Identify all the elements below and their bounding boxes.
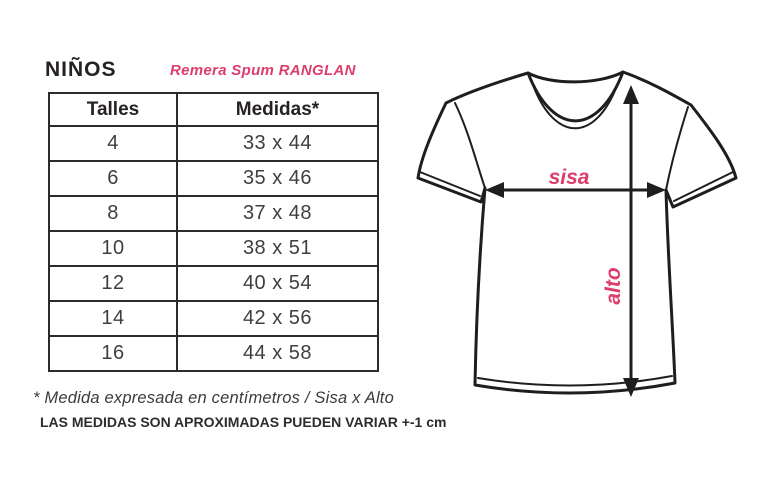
medida-cell: 40 x 54 bbox=[177, 266, 378, 301]
medida-cell: 44 x 58 bbox=[177, 336, 378, 371]
table-row bbox=[49, 231, 378, 266]
medida-cell: 37 x 48 bbox=[177, 196, 378, 231]
column-header-talles: Talles bbox=[49, 93, 177, 126]
table-row bbox=[49, 301, 378, 336]
talle-cell: 12 bbox=[49, 266, 177, 301]
table-row bbox=[49, 336, 378, 371]
sisa-label: sisa bbox=[548, 166, 590, 189]
table-row bbox=[49, 196, 378, 231]
table-header-row bbox=[49, 93, 378, 126]
medida-cell: 42 x 56 bbox=[177, 301, 378, 336]
talle-cell: 8 bbox=[49, 196, 177, 231]
medida-cell: 35 x 46 bbox=[177, 161, 378, 196]
medida-cell: 38 x 51 bbox=[177, 231, 378, 266]
column-header-medidas: Medidas* bbox=[177, 93, 378, 126]
table-row bbox=[49, 266, 378, 301]
units-footnote: * Medida expresada en centímetros / Sisa x Alto bbox=[33, 389, 394, 407]
tshirt-measurement-diagram bbox=[413, 40, 753, 420]
table-row bbox=[49, 161, 378, 196]
size-chart-table bbox=[48, 92, 379, 372]
table-row bbox=[49, 126, 378, 161]
talle-cell: 6 bbox=[49, 161, 177, 196]
talle-cell: 4 bbox=[49, 126, 177, 161]
talle-cell: 10 bbox=[49, 231, 177, 266]
talle-cell: 16 bbox=[49, 336, 177, 371]
talle-cell: 14 bbox=[49, 301, 177, 336]
product-name: Remera Spum RANGLAN bbox=[170, 62, 356, 79]
category-title: NIÑOS bbox=[45, 58, 117, 81]
medida-cell: 33 x 44 bbox=[177, 126, 378, 161]
alto-label: alto bbox=[602, 267, 625, 305]
tolerance-disclaimer: LAS MEDIDAS SON APROXIMADAS PUEDEN VARIAR +-1 cm bbox=[40, 414, 447, 430]
